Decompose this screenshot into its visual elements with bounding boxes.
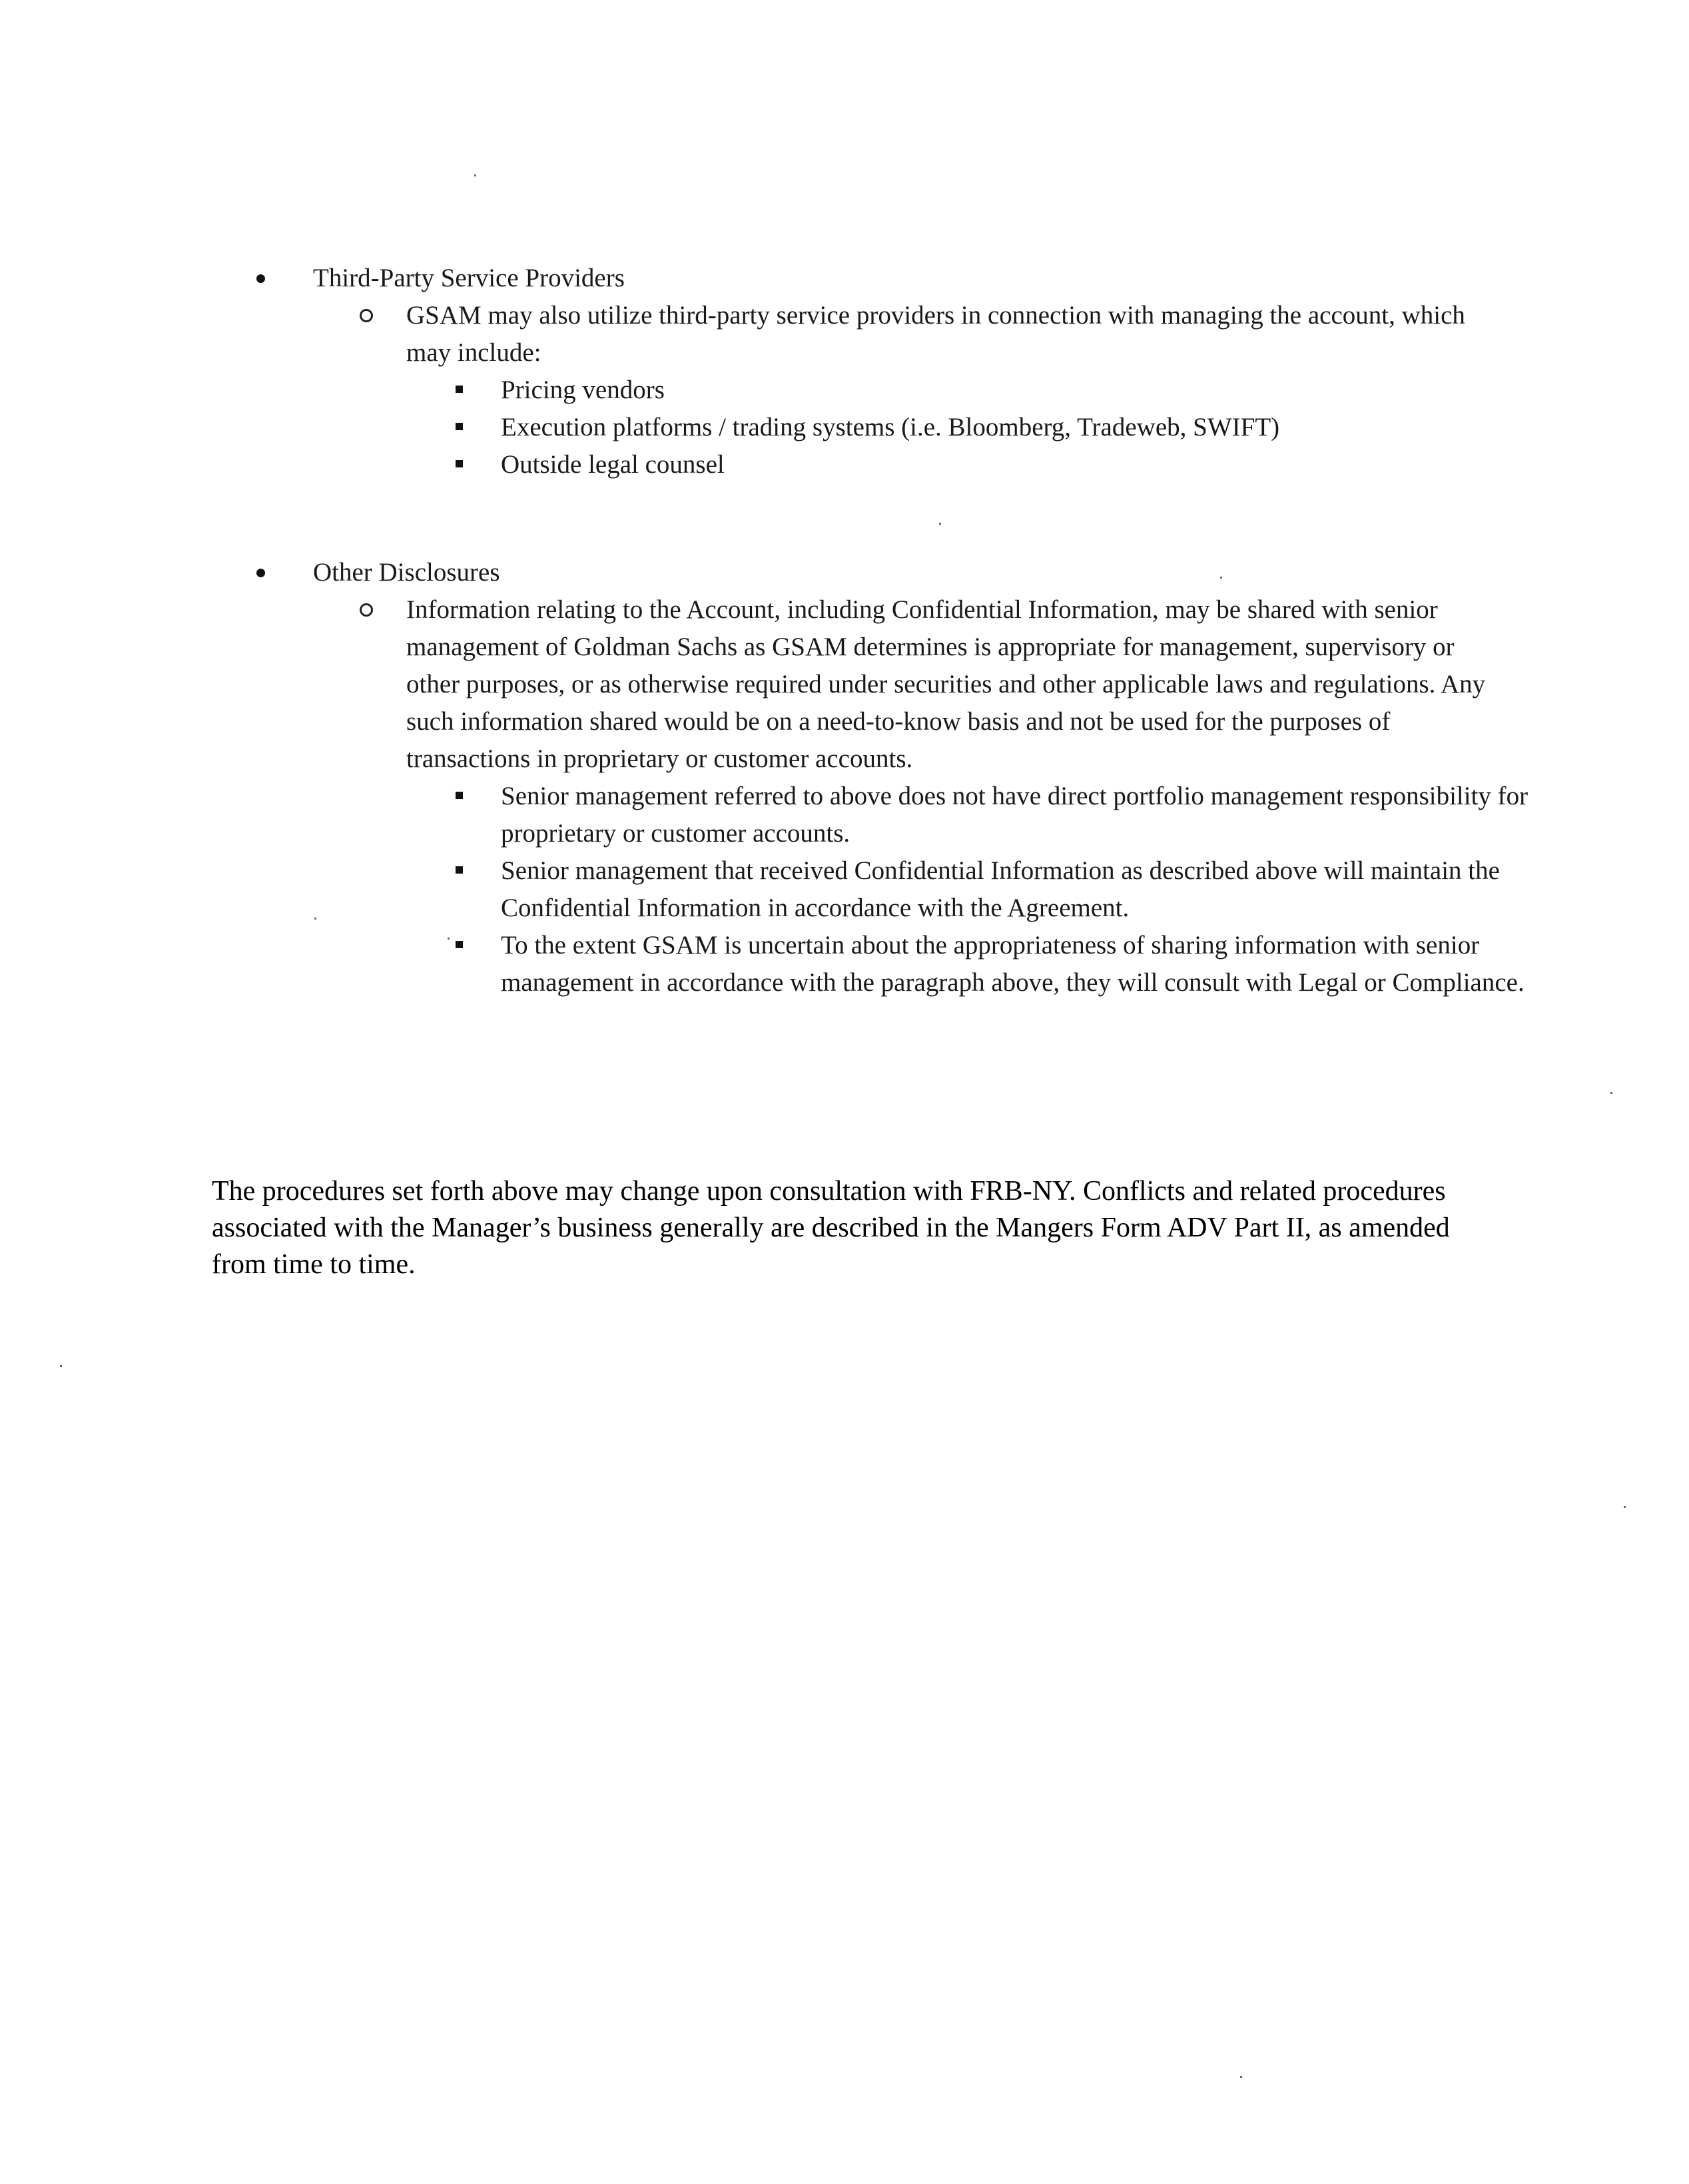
scan-speck — [474, 174, 476, 176]
summary-paragraph: The procedures set forth above may change upon consultation with FRB-NY. Conflicts and related procedures associated with the Manager’s business generally are described in the Mangers Form ADV Part II, as amended from time to time. — [212, 1176, 1450, 1280]
square-bullet-icon — [456, 423, 463, 430]
sub-list-item — [501, 927, 1540, 1001]
list-item — [406, 297, 1505, 372]
section-heading-item — [263, 554, 1528, 591]
sub-list-item — [501, 446, 1540, 483]
filled-circle-bullet-icon — [256, 274, 265, 283]
scan-speck — [1220, 577, 1222, 579]
sub-list-item-text: To the extent GSAM is uncertain about the appropriateness of sharing information with senior management in accordance with the paragraph above, they will consult with Legal or Compliance. — [501, 931, 1524, 997]
sub-list-item — [501, 852, 1540, 927]
square-bullet-icon — [456, 386, 463, 393]
sub-list-item — [501, 409, 1540, 446]
sub-list-item-text: Execution platforms / trading systems (i.e. Bloomberg, Tradeweb, SWIFT) — [501, 413, 1280, 441]
sub-list-item-text: Outside legal counsel — [501, 450, 725, 479]
square-bullet-icon — [456, 460, 463, 467]
section-other-disclosures — [263, 554, 1528, 1001]
sub-list-item-text: Senior management that received Confidential Information as described above will maintain the Confidential Information in accordance with the Agreement. — [501, 856, 1500, 922]
scan-speck — [448, 938, 450, 940]
scan-speck — [314, 918, 316, 920]
filled-circle-bullet-icon — [256, 569, 265, 577]
list-item — [406, 591, 1505, 778]
sub-list-item-text: Senior management referred to above does not have direct portfolio management responsibility for proprietary or customer accounts. — [501, 782, 1528, 848]
square-bullet-icon — [456, 941, 463, 948]
square-bullet-icon — [456, 792, 463, 799]
section-heading: Third-Party Service Providers — [313, 264, 625, 292]
sub-list-item-text: Pricing vendors — [501, 376, 665, 404]
scan-speck — [1610, 1092, 1612, 1094]
scan-speck — [1240, 2076, 1242, 2078]
scan-speck — [60, 1365, 62, 1367]
hollow-circle-bullet-icon — [360, 603, 373, 617]
square-bullet-icon — [456, 866, 463, 874]
hollow-circle-bullet-icon — [360, 309, 373, 322]
scan-speck — [939, 523, 941, 525]
section-third-party-service-providers — [263, 260, 1528, 483]
section-heading-item — [263, 260, 1528, 297]
sub-list-item — [501, 372, 1540, 409]
list-item-text: Information relating to the Account, including Confidential Information, may be shared with senior management of Goldman Sachs as GSAM determines is appropriate for management, supervisory or other purposes, or as otherwise required under securities and other applicable laws and regulations. Any such information shared would be on a need-to-know basis and not be used for the purposes of transactions in proprietary or customer accounts. — [406, 595, 1486, 773]
scan-speck — [1624, 1506, 1626, 1508]
list-item-text: GSAM may also utilize third-party service providers in connection with managing the account, which may include: — [406, 301, 1465, 367]
sub-list-item — [501, 778, 1540, 852]
section-heading: Other Disclosures — [313, 558, 500, 587]
